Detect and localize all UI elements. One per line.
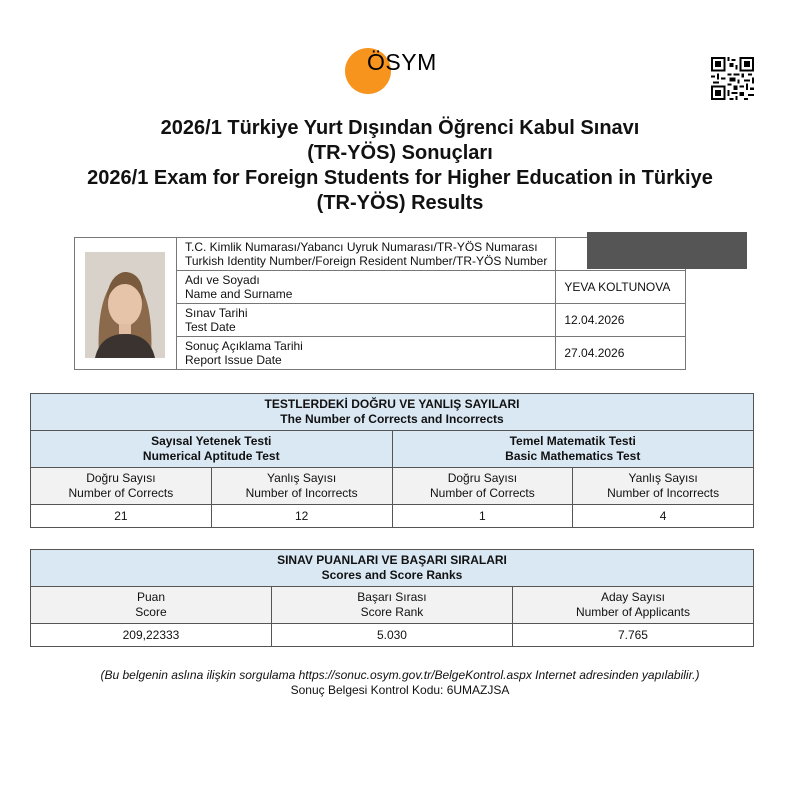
test-1-header — [31, 431, 393, 468]
score-value: 209,22333 — [31, 624, 272, 647]
table-row — [31, 505, 754, 528]
results-title-en: The Number of Corrects and Incorrects — [280, 412, 504, 426]
score-header — [31, 587, 272, 624]
correct-label-tr: Doğru Sayısı — [86, 471, 156, 485]
redacted-id-number — [587, 232, 747, 269]
results-table — [30, 393, 754, 528]
report-date-label-tr: Sonuç Açıklama Tarihi — [185, 339, 303, 353]
results-title-cell — [31, 394, 754, 431]
incorrect-label-en: Number of Incorrects — [245, 486, 358, 500]
test-1-incorrect-header — [211, 468, 392, 505]
name-label-tr: Adı ve Soyadı — [185, 273, 260, 287]
report-date-label-cell — [177, 337, 556, 370]
exam-date-label-cell — [177, 304, 556, 337]
title-line-4: (TR-YÖS) Results — [316, 192, 484, 214]
rank-label-en: Score Rank — [360, 605, 424, 619]
test-2-incorrect-value: 4 — [573, 505, 754, 528]
name-label-cell — [177, 271, 556, 304]
logo-text: ÖSYM — [367, 49, 437, 75]
exam-date-label-en: Test Date — [185, 320, 236, 334]
applicants-header — [512, 587, 753, 624]
footer — [0, 668, 800, 698]
scores-table — [30, 549, 754, 647]
exam-date-label-tr: Sınav Tarihi — [185, 306, 248, 320]
title-line-2: (TR-YÖS) Sonuçları — [307, 142, 493, 164]
candidate-photo — [85, 252, 165, 358]
rank-value: 5.030 — [271, 624, 512, 647]
osym-logo — [345, 46, 455, 96]
applicants-label-en: Number of Applicants — [575, 605, 690, 619]
test-1-name-tr: Sayısal Yetenek Testi — [151, 434, 272, 448]
test-2-correct-header — [392, 468, 573, 505]
scores-title-cell — [31, 550, 754, 587]
table-row — [31, 624, 754, 647]
verification-note: (Bu belgenin aslına ilişkin sorgulama https://sonuc.osym.gov.tr/BelgeKontrol.aspx Internet adresinden yapılabilir.) — [100, 668, 700, 682]
score-label-en: Score — [135, 605, 167, 619]
applicants-label-tr: Aday Sayısı — [600, 590, 665, 604]
incorrect-label-en: Number of Incorrects — [607, 486, 720, 500]
rank-label-tr: Başarı Sırası — [357, 590, 427, 604]
test-1-correct-header — [31, 468, 212, 505]
control-code: Sonuç Belgesi Kontrol Kodu: 6UMAZJSA — [290, 683, 510, 697]
photo-frame — [74, 237, 176, 370]
test-2-correct-value: 1 — [392, 505, 573, 528]
scores-title-en: Scores and Score Ranks — [321, 568, 463, 582]
scores-title-tr: SINAV PUANLARI VE BAŞARI SIRALARI — [277, 553, 507, 567]
incorrect-label-tr: Yanlış Sayısı — [628, 471, 698, 485]
test-2-incorrect-header — [573, 468, 754, 505]
report-date-value: 27.04.2026 — [556, 337, 686, 370]
results-title-tr: TESTLERDEKİ DOĞRU VE YANLIŞ SAYILARI — [264, 397, 520, 411]
incorrect-label-tr: Yanlış Sayısı — [267, 471, 337, 485]
table-row — [31, 550, 754, 587]
name-label-en: Name and Surname — [185, 287, 293, 301]
test-2-name-en: Basic Mathematics Test — [505, 449, 641, 463]
table-row — [177, 271, 686, 304]
correct-label-tr: Doğru Sayısı — [447, 471, 518, 485]
qr-code-icon — [711, 57, 754, 100]
id-label-en: Turkish Identity Number/Foreign Resident Number/TR-YÖS Number — [185, 254, 548, 268]
name-value: YEVA KOLTUNOVA — [556, 271, 686, 304]
table-row — [31, 394, 754, 431]
correct-label-en: Number of Corrects — [68, 486, 174, 500]
test-1-incorrect-value: 12 — [211, 505, 392, 528]
test-2-name-tr: Temel Matematik Testi — [509, 434, 636, 448]
correct-label-en: Number of Corrects — [430, 486, 535, 500]
test-2-header — [392, 431, 754, 468]
rank-header — [271, 587, 512, 624]
exam-date-value: 12.04.2026 — [556, 304, 686, 337]
table-row — [31, 431, 754, 468]
table-row — [177, 337, 686, 370]
report-date-label-en: Report Issue Date — [185, 353, 282, 367]
score-label-tr: Puan — [136, 590, 165, 604]
table-row — [31, 587, 754, 624]
title-line-1: 2026/1 Türkiye Yurt Dışından Öğrenci Kabul Sınavı — [160, 117, 640, 139]
table-row — [177, 304, 686, 337]
table-row — [31, 468, 754, 505]
test-1-correct-value: 21 — [31, 505, 212, 528]
title-line-3: 2026/1 Exam for Foreign Students for Higher Education in Türkiye — [87, 167, 713, 189]
applicants-value: 7.765 — [512, 624, 753, 647]
page-title — [0, 116, 800, 216]
id-label-cell — [177, 238, 556, 271]
id-label-tr: T.C. Kimlik Numarası/Yabancı Uyruk Numarası/TR-YÖS Numarası — [185, 240, 538, 254]
test-1-name-en: Numerical Aptitude Test — [142, 449, 280, 463]
